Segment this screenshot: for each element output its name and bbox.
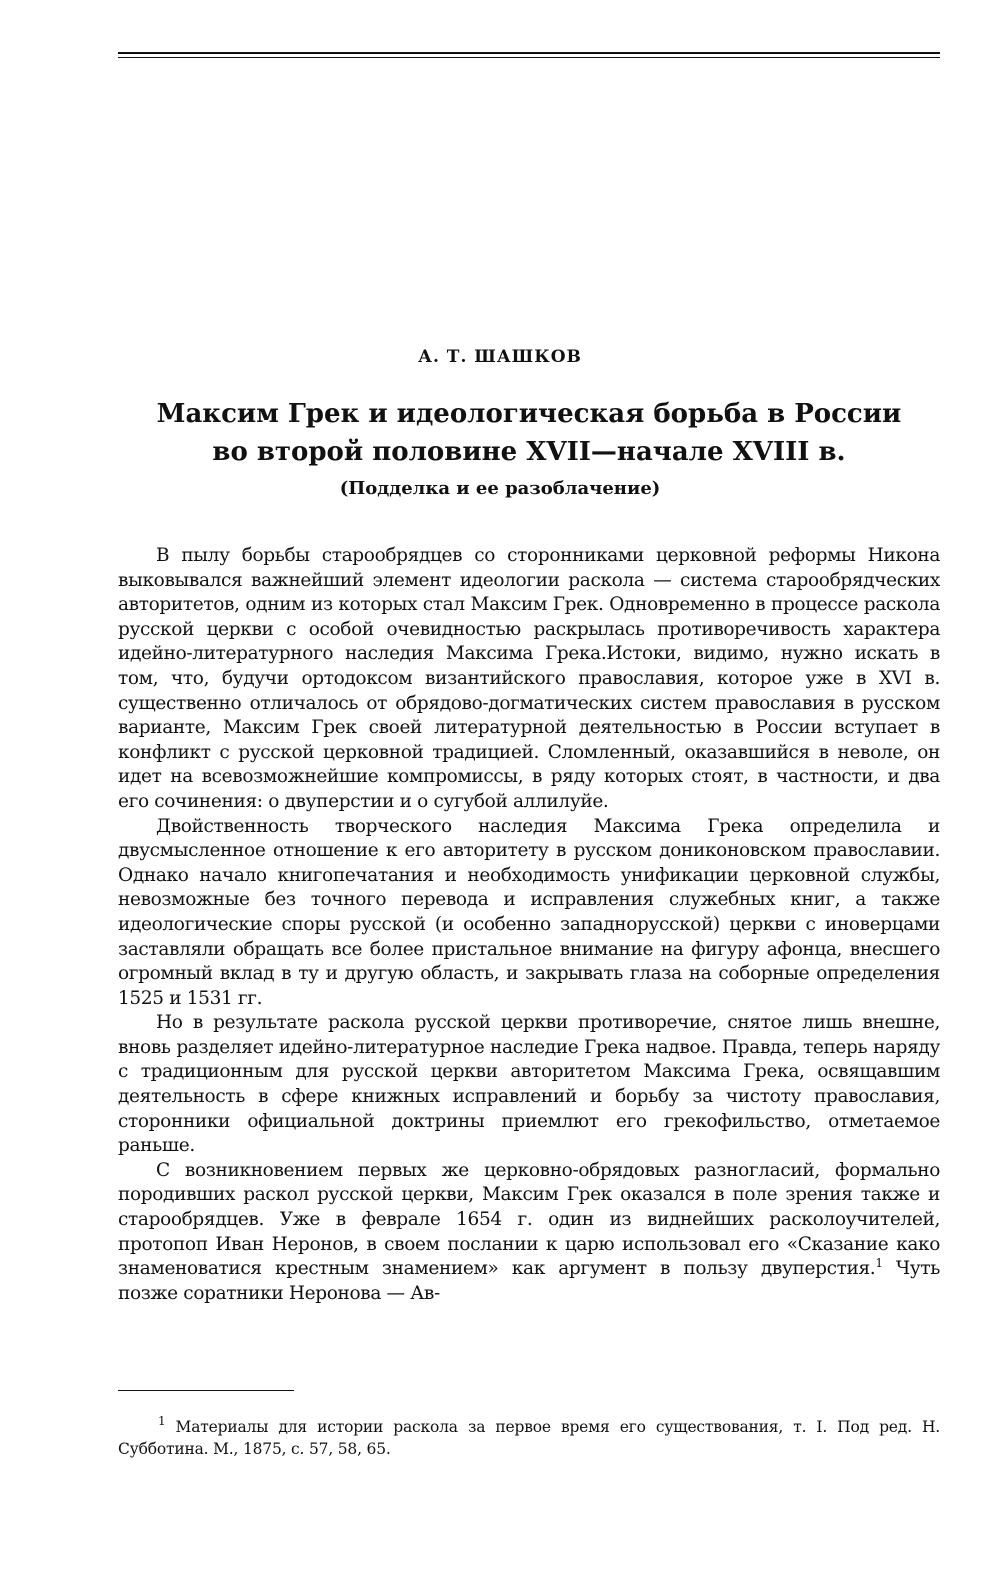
article-title	[118, 395, 940, 471]
footnote	[118, 1416, 940, 1460]
paragraph-4-continuation: Чуть позже соратники Неронова — Ав-	[118, 1258, 940, 1304]
paragraph-1: В пылу борьбы старообрядцев со сторонниками церковной реформы Никона выковывался важнейший элемент идеологии раскола — система старообрядческих авторитетов, одним из которых стал Максим Грек. Одновременно в процессе раскола русской церкви с особой очевидностью раскрылась противоречивость характера идейно-литературного наследия Максима Грека.Истоки, видимо, нужно искать в том, что, будучи ортодоксом византийского православия, которое уже в XVI в. существенно отличалось от обрядово-догматических систем православия в русском варианте, Максим Грек своей литературной деятельностью в России вступает в конфликт с русской церковной традицией. Сломленный, оказавшийся в неволе, он идет на всевозможнейшие компромиссы, в ряду которых стоят, в частности, и два его сочинения: о двуперстии и о сугубой аллилуйе.	[118, 545, 940, 812]
article-body	[118, 544, 940, 1306]
footnote-separator	[118, 1390, 294, 1391]
article-subtitle: (Подделка и ее разоблачение)	[339, 478, 661, 499]
footnote-text: Материалы для истории раскола за первое время его существования, т. I. Под ред. Н. Субботина. М., 1875, с. 57, 58, 65.	[118, 1418, 940, 1458]
footnote-reference[interactable]: 1	[875, 1256, 883, 1271]
paragraph-4-text: С возникновением первых же церковно-обрядовых разногласий, формально породивших раскол русской церкви, Максим Грек оказался в поле зрения также и старообрядцев. Уже в феврале 1654 г. один из виднейших расколоучителей, протопоп Иван Неронов, в своем послании к царю использовал его «Сказание како знаменоватися крестным знамением» как аргумент в пользу двуперстия.	[118, 1159, 940, 1280]
author-name: А. Т. ШАШКОВ	[418, 347, 582, 367]
title-line-2: во второй половине XVII—начале XVIII в.	[212, 437, 846, 467]
paragraph-2: Двойственность творческого наследия Максима Грека определила и двусмысленное отношение к его авторитету в русском дониконовском православии. Однако начало книгопечатания и необходимость унификации церковной службы, невозможные без точного перевода и исправления служебных книг, а также идеологические споры русской (и особенно западнорусской) церкви с иноверцами заставляли обращать все более пристальное внимание на фигуру афонца, внесшего огромный вклад в ту и другую область, и закрывать глаза на соборные определения 1525 и 1531 гг.	[118, 815, 940, 1009]
paragraph-3: Но в результате раскола русской церкви противоречие, снятое лишь внешне, вновь разделяет идейно-литературное наследие Грека надвое. Правда, теперь наряду с традиционным для русской церкви авторитетом Максима Грека, освящавшим деятельность в сфере книжных исправлений и борьбу за чистоту православия, сторонники официальной доктрины приемлют его грекофильство, отметаемое раньше.	[118, 1012, 940, 1157]
header-rule	[118, 52, 940, 54]
paragraph-4	[118, 1159, 940, 1307]
title-line-1: Максим Грек и идеологическая борьба в России	[156, 399, 902, 429]
footnote-marker: 1	[158, 1414, 166, 1428]
